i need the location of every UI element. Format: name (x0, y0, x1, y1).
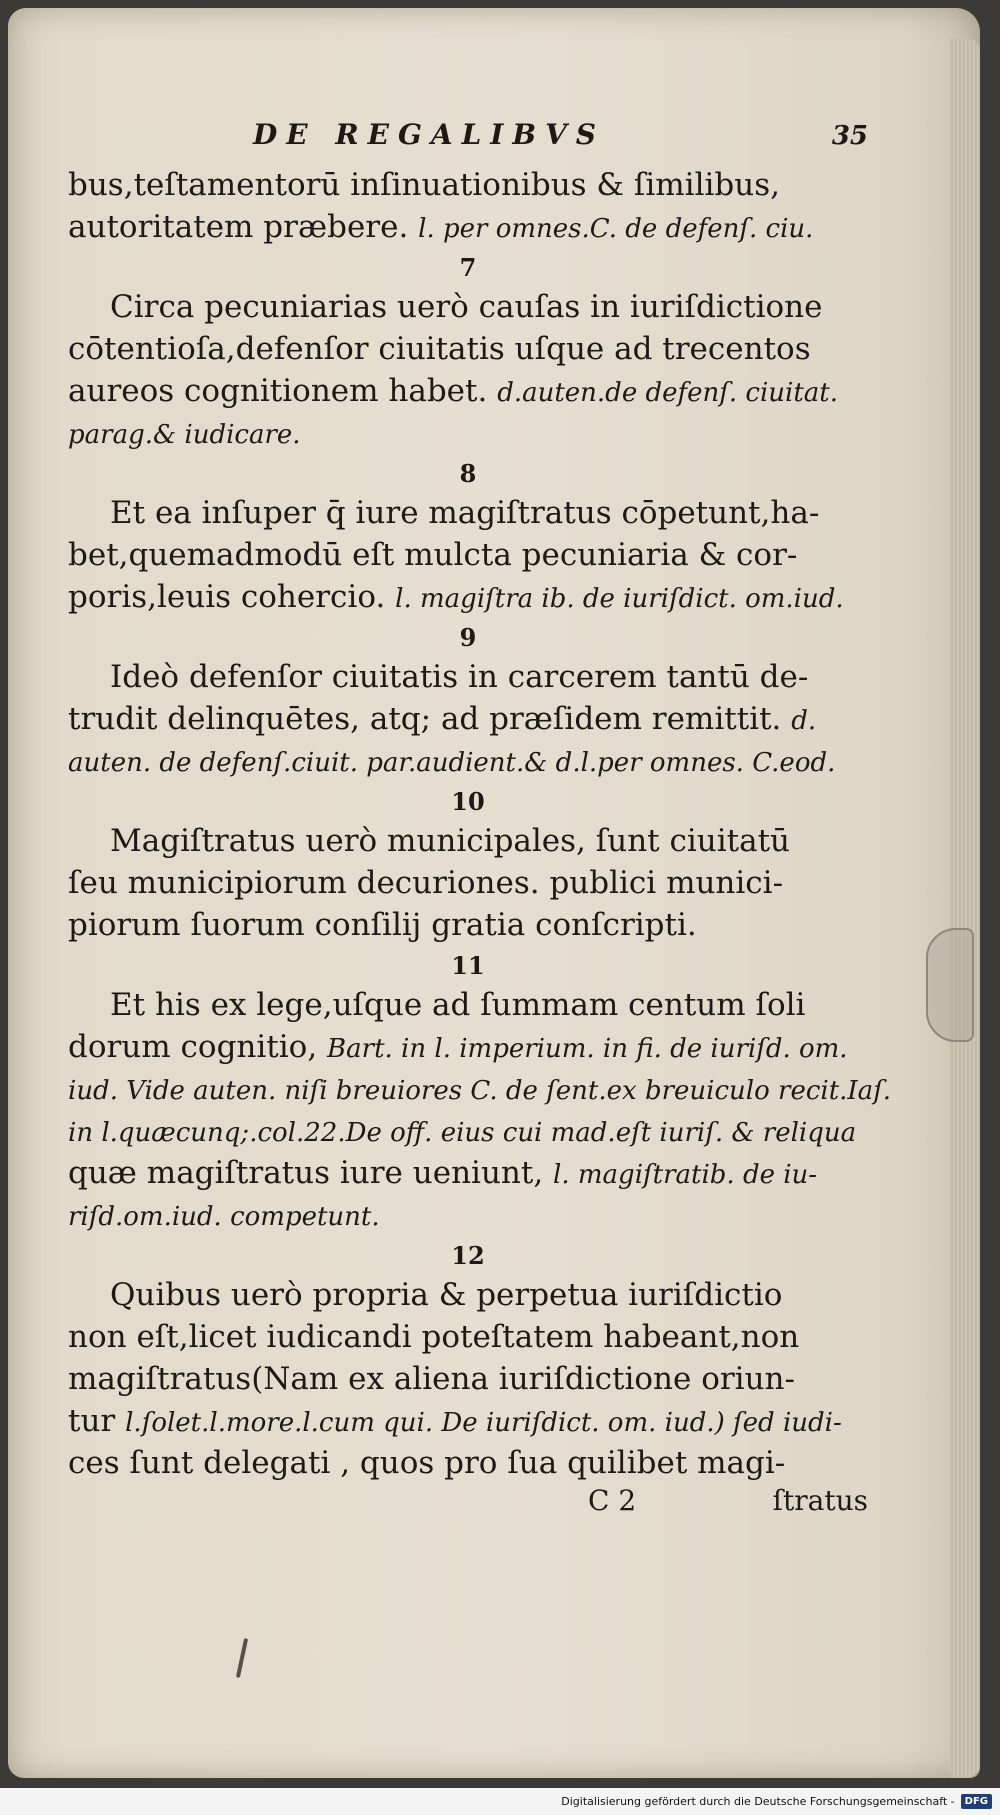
line-text: aureos cognitionem habet. (68, 373, 498, 409)
footer-credit: Digitalisierung gefördert durch die Deutsche Forschungsgemeinschaft - (561, 1795, 955, 1808)
line-text: magiſtratus(Nam ex aliena iuriſdictione oriun- (68, 1361, 796, 1397)
digitization-footer (0, 1788, 1000, 1815)
line-citation: auten. de defenſ.ciuit. par.audient.& d.l.per omnes. C.eod. (68, 748, 836, 778)
line-citation: l. per omnes.C. de defenſ. ciu. (418, 214, 814, 244)
line-text: dorum cognitio, (68, 1029, 328, 1065)
text-line (68, 1274, 868, 1316)
line-citation: l. magiſtra ib. de iuriſdict. om.iud. (395, 584, 844, 614)
line-citation: riſd.om.iud. competunt. (68, 1202, 380, 1232)
signature-mark: C 2 (588, 1484, 637, 1517)
text-line (68, 534, 868, 576)
text-block (68, 118, 892, 1524)
text-line (68, 206, 868, 248)
line-text: Et his ex lege,uſque ad ſummam centum ſoli (110, 987, 806, 1023)
text-line (68, 1358, 868, 1400)
line-text: trudit delinquētes, atq; ad præſidem remittit. (68, 701, 792, 737)
text-line (68, 1068, 892, 1110)
line-text: ces ſunt delegati , quos pro ſua quilibet magi- (68, 1445, 786, 1481)
line-citation: d.auten.de defenſ. ciuitat. (497, 378, 839, 408)
line-citation: parag.& iudicare. (68, 420, 301, 450)
line-text: bus,teſtamentorū inſinuationibus & ſimilibus, (68, 167, 780, 203)
line-text: Et ea inſuper q̄ iure magiſtratus cōpetunt,ha- (110, 495, 820, 531)
page-edges (950, 38, 980, 1778)
ink-mark (236, 1638, 248, 1678)
text-line (68, 656, 868, 698)
text-line (68, 328, 868, 370)
text-line (68, 1110, 868, 1152)
text-line (68, 1152, 868, 1194)
paragraph-number: 10 (451, 787, 485, 816)
text-line (68, 370, 868, 412)
text-line (68, 1316, 868, 1358)
paragraph-number: 8 (459, 459, 477, 488)
line-text: cōtentioſa,defenſor ciuitatis uſque ad trecentos (68, 331, 811, 367)
line-text: autoritatem præbere. (68, 209, 419, 245)
line-text: Ideò defenſor ciuitatis in carcerem tantū de- (110, 659, 809, 695)
line-text: ſeu municipiorum decuriones. publici munici- (68, 865, 784, 901)
text-line (68, 698, 868, 740)
text-line (68, 820, 868, 862)
line-text: Circa pecuniarias uerò cauſas in iuriſdictione (110, 289, 823, 325)
running-head: DE REGALIBVS (253, 118, 606, 151)
text-line (68, 862, 868, 904)
line-text: quæ magiſtratus iure ueniunt, (68, 1155, 554, 1191)
paragraph-number: 9 (459, 623, 477, 652)
text-line (68, 164, 868, 206)
line-text: piorum ſuorum conſilij gratia conſcripti. (68, 907, 697, 943)
paragraph-number: 7 (459, 253, 477, 282)
text-line (68, 740, 868, 782)
text-line (68, 286, 868, 328)
text-line (68, 1400, 868, 1442)
page-clip (926, 928, 974, 1042)
line-text: poris,leuis cohercio. (68, 579, 396, 615)
line-text: bet,quemadmodū eſt mulcta pecuniaria & cor- (68, 537, 798, 573)
line-text: tur (68, 1403, 126, 1439)
dfg-logo: DFG (961, 1794, 992, 1809)
paragraph-number: 11 (451, 951, 485, 980)
paragraph-number: 12 (451, 1241, 485, 1270)
text-line (68, 1442, 868, 1484)
page-header (253, 118, 868, 164)
text-line (68, 984, 868, 1026)
catchline (588, 1484, 868, 1524)
catchword: ſtratus (772, 1484, 868, 1517)
text-line (68, 576, 868, 618)
text-line (68, 904, 868, 946)
folio-number: 35 (831, 121, 868, 151)
text-line (68, 492, 868, 534)
line-citation: d. (791, 706, 817, 736)
paragraph-blocks (68, 164, 892, 1484)
text-line (68, 412, 868, 454)
line-text: non eſt,licet iudicandi poteſtatem habeant,non (68, 1319, 800, 1355)
text-line (68, 1194, 868, 1236)
line-text: Magiſtratus uerò municipales, ſunt ciuitatū (110, 823, 791, 859)
line-citation: Bart. in l. imperium. in fi. de iuriſd. om. (327, 1034, 848, 1064)
line-text: Quibus uerò propria & perpetua iuriſdictio (110, 1277, 783, 1313)
line-citation: in l.quæcunq;.col.22.De off. eius cui mad.eſt iuriſ. & reliqua (68, 1118, 857, 1148)
book-page (8, 8, 980, 1778)
line-citation: l.ſolet.l.more.l.cum qui. De iuriſdict. om. iud.) ſed iudi- (125, 1408, 842, 1438)
line-citation: iud. Vide auten. niſi breuiores C. de ſent.ex breuiculo recit.Iaſ. (68, 1076, 892, 1106)
line-citation: l. magiſtratib. de iu- (553, 1160, 818, 1190)
text-line (68, 1026, 868, 1068)
